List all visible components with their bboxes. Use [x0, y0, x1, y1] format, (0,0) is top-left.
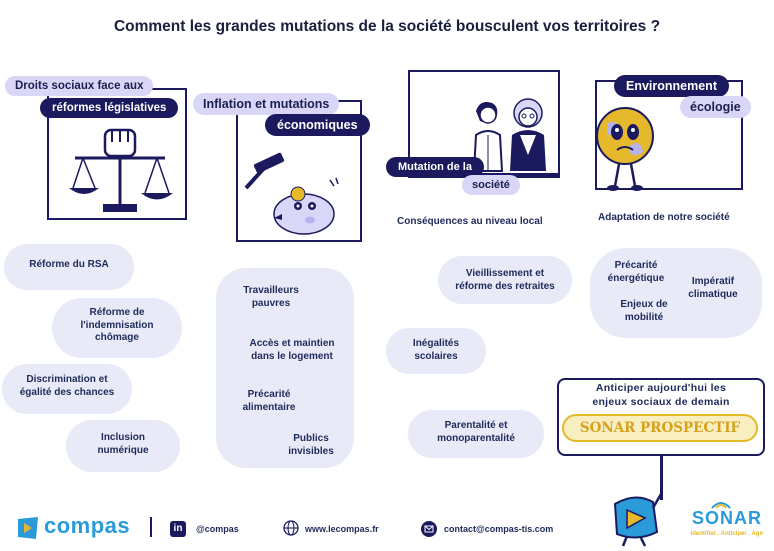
page-title: Comment les grandes mutations de la société bousculent vos territoires ? — [113, 18, 661, 35]
droits-illustration — [55, 118, 185, 218]
linkedin-icon[interactable]: in — [170, 521, 186, 537]
compas-brand: compas — [44, 513, 131, 538]
sonar-logo-text: SONAR — [691, 508, 762, 528]
sonar-box-line1: Anticiper aujourd'hui les — [595, 382, 727, 394]
bubble-vieillissement: Vieillissement et réforme des retraites — [455, 268, 555, 292]
footer-divider — [150, 517, 152, 537]
droits-label-line2: réformes législatives — [40, 98, 178, 118]
compas-logo-icon — [16, 515, 40, 541]
email-link[interactable]: contact@compas-tis.com — [444, 524, 554, 534]
bubble-inclusion: Inclusion numérique — [97, 432, 149, 456]
compas-logo — [16, 514, 146, 542]
bubble-energetique: Précarité énergétique — [607, 260, 665, 284]
sonar-prospectif-pill: SONAR PROSPECTIF — [562, 414, 758, 442]
bubble-discrimination: Discrimination et égalité des chances — [19, 374, 115, 398]
bubble-rsa: Réforme du RSA — [29, 259, 109, 270]
mutation-label-line2: société — [462, 175, 520, 195]
bubble-travailleurs: Travailleurs pauvres — [243, 285, 299, 309]
bubble-climatique: Impératif climatique — [688, 276, 738, 300]
bubble-alimentaire: Précarité alimentaire — [242, 389, 296, 413]
linkedin-handle[interactable]: @compas — [196, 524, 239, 534]
mascot-icon — [605, 488, 665, 548]
sonar-tagline: Identifier . Anticiper . Agir — [690, 531, 764, 537]
bubble-chomage: Réforme de l'indemnisation chômage — [80, 307, 154, 343]
sonar-box-line2: enjeux sociaux de demain — [592, 396, 730, 408]
inflation-illustration — [226, 150, 356, 242]
compas-mascot — [605, 488, 665, 548]
environnement-subtitle: Adaptation de notre société — [598, 212, 730, 223]
mutation-label-line1: Mutation de la — [386, 157, 484, 177]
environnement-illustration — [585, 98, 665, 193]
bubble-invisibles: Publics invisibles — [288, 433, 334, 457]
bubble-scolaires: Inégalités scolaires — [412, 338, 460, 362]
inflation-label-line2: économiques — [265, 114, 370, 136]
bubble-logement: Accès et maintien dans le logement — [249, 338, 335, 362]
bubble-parentalite: Parentalité et monoparentalité — [437, 420, 515, 444]
sonar-logo — [684, 496, 770, 546]
email-icon — [421, 521, 437, 537]
environnement-label-line2: écologie — [680, 96, 751, 118]
environnement-label-line1: Environnement — [614, 75, 729, 97]
mutation-subtitle: Conséquences au niveau local — [397, 216, 543, 227]
piggy-bank-hammer-icon — [226, 150, 356, 242]
droits-label-line1: Droits sociaux face aux — [5, 76, 153, 96]
globe-icon — [283, 520, 299, 536]
inflation-label-line1: Inflation et mutations — [193, 93, 339, 115]
scale-fist-icon — [55, 118, 185, 218]
website-link[interactable]: www.lecompas.fr — [305, 524, 379, 534]
sad-earth-icon — [585, 98, 665, 193]
bubble-mobilite: Enjeux de mobilité — [620, 299, 668, 323]
